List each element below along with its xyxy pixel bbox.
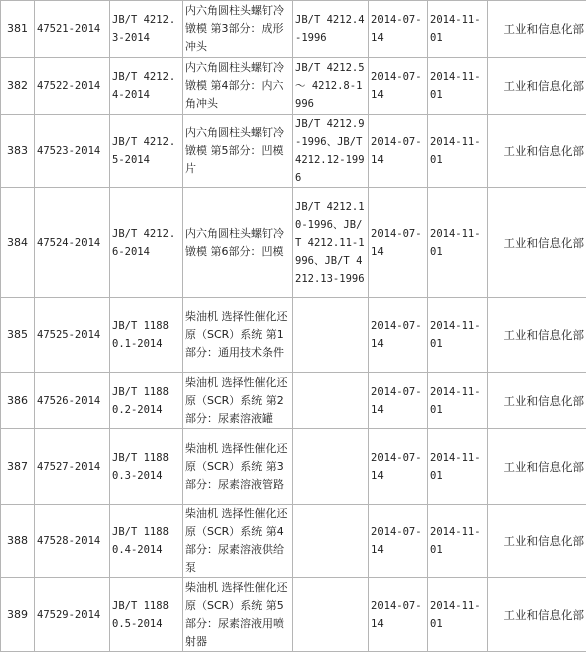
table-row — [1, 505, 586, 578]
effective-date-cell: 2014-11-01 — [428, 298, 488, 373]
replaced-standard-cell — [293, 505, 369, 578]
standard-name-cell: 内六角圆柱头螺钉冷镦模 第6部分：凹模 — [183, 188, 293, 298]
seq-cell: 384 — [1, 188, 35, 298]
seq-cell: 385 — [1, 298, 35, 373]
standard-number-cell: 47521-2014 — [35, 1, 110, 58]
standard-code-cell: JB/T 11880.2-2014 — [110, 373, 183, 429]
replaced-standard-cell: JB/T 4212.5～ 4212.8-1996 — [293, 58, 369, 115]
standard-name-cell: 柴油机 选择性催化还原（SCR）系统 第2部分：尿素溶液罐 — [183, 373, 293, 429]
standard-number-cell: 47524-2014 — [35, 188, 110, 298]
seq-cell: 388 — [1, 505, 35, 578]
table-row — [1, 115, 586, 188]
standard-code-cell: JB/T 11880.5-2014 — [110, 578, 183, 652]
publish-date-cell: 2014-07-14 — [369, 505, 428, 578]
department-cell: 工业和信息化部 — [488, 58, 586, 115]
effective-date-cell: 2014-11-01 — [428, 58, 488, 115]
standard-number-cell: 47522-2014 — [35, 58, 110, 115]
publish-date-cell: 2014-07-14 — [369, 115, 428, 188]
standard-number-cell: 47527-2014 — [35, 429, 110, 505]
department-cell: 工业和信息化部 — [488, 373, 586, 429]
effective-date-cell: 2014-11-01 — [428, 505, 488, 578]
publish-date-cell: 2014-07-14 — [369, 298, 428, 373]
table-row — [1, 298, 586, 373]
standard-code-cell: JB/T 4212.4-2014 — [110, 58, 183, 115]
effective-date-cell: 2014-11-01 — [428, 1, 488, 58]
standard-name-cell: 内六角圆柱头螺钉冷镦模 第5部分：凹模片 — [183, 115, 293, 188]
table-row — [1, 1, 586, 58]
standard-number-cell: 47526-2014 — [35, 373, 110, 429]
department-cell: 工业和信息化部 — [488, 1, 586, 58]
standard-name-cell: 柴油机 选择性催化还原（SCR）系统 第1部分：通用技术条件 — [183, 298, 293, 373]
effective-date-cell: 2014-11-01 — [428, 429, 488, 505]
seq-cell: 382 — [1, 58, 35, 115]
publish-date-cell: 2014-07-14 — [369, 1, 428, 58]
standard-number-cell: 47529-2014 — [35, 578, 110, 652]
replaced-standard-cell: JB/T 4212.9-1996、JB/T 4212.12-1996 — [293, 115, 369, 188]
standard-name-cell: 柴油机 选择性催化还原（SCR）系统 第4部分：尿素溶液供给泵 — [183, 505, 293, 578]
department-cell: 工业和信息化部 — [488, 578, 586, 652]
publish-date-cell: 2014-07-14 — [369, 58, 428, 115]
standard-code-cell: JB/T 4212.3-2014 — [110, 1, 183, 58]
table-row — [1, 188, 586, 298]
table-row — [1, 58, 586, 115]
standard-code-cell: JB/T 4212.6-2014 — [110, 188, 183, 298]
seq-cell: 389 — [1, 578, 35, 652]
standard-number-cell: 47523-2014 — [35, 115, 110, 188]
department-cell: 工业和信息化部 — [488, 188, 586, 298]
table-row — [1, 429, 586, 505]
replaced-standard-cell: JB/T 4212.4-1996 — [293, 1, 369, 58]
department-cell: 工业和信息化部 — [488, 429, 586, 505]
standard-code-cell: JB/T 11880.4-2014 — [110, 505, 183, 578]
seq-cell: 387 — [1, 429, 35, 505]
publish-date-cell: 2014-07-14 — [369, 578, 428, 652]
standard-name-cell: 柴油机 选择性催化还原（SCR）系统 第3部分：尿素溶液管路 — [183, 429, 293, 505]
standard-name-cell: 内六角圆柱头螺钉冷镦模 第3部分：成形冲头 — [183, 1, 293, 58]
standard-name-cell: 柴油机 选择性催化还原（SCR）系统 第5部分：尿素溶液用喷射器 — [183, 578, 293, 652]
replaced-standard-cell — [293, 298, 369, 373]
seq-cell: 381 — [1, 1, 35, 58]
effective-date-cell: 2014-11-01 — [428, 373, 488, 429]
publish-date-cell: 2014-07-14 — [369, 429, 428, 505]
publish-date-cell: 2014-07-14 — [369, 188, 428, 298]
effective-date-cell: 2014-11-01 — [428, 188, 488, 298]
standard-number-cell: 47525-2014 — [35, 298, 110, 373]
table-row — [1, 373, 586, 429]
seq-cell: 386 — [1, 373, 35, 429]
replaced-standard-cell — [293, 578, 369, 652]
replaced-standard-cell: JB/T 4212.10-1996、JB/T 4212.11-1996、JB/T 4212.13-1996 — [293, 188, 369, 298]
table-row — [1, 578, 586, 652]
replaced-standard-cell — [293, 429, 369, 505]
standard-code-cell: JB/T 4212.5-2014 — [110, 115, 183, 188]
publish-date-cell: 2014-07-14 — [369, 373, 428, 429]
standard-code-cell: JB/T 11880.3-2014 — [110, 429, 183, 505]
seq-cell: 383 — [1, 115, 35, 188]
department-cell: 工业和信息化部 — [488, 298, 586, 373]
effective-date-cell: 2014-11-01 — [428, 115, 488, 188]
standard-name-cell: 内六角圆柱头螺钉冷镦模 第4部分：内六角冲头 — [183, 58, 293, 115]
standard-code-cell: JB/T 11880.1-2014 — [110, 298, 183, 373]
effective-date-cell: 2014-11-01 — [428, 578, 488, 652]
department-cell: 工业和信息化部 — [488, 115, 586, 188]
department-cell: 工业和信息化部 — [488, 505, 586, 578]
replaced-standard-cell — [293, 373, 369, 429]
standard-number-cell: 47528-2014 — [35, 505, 110, 578]
